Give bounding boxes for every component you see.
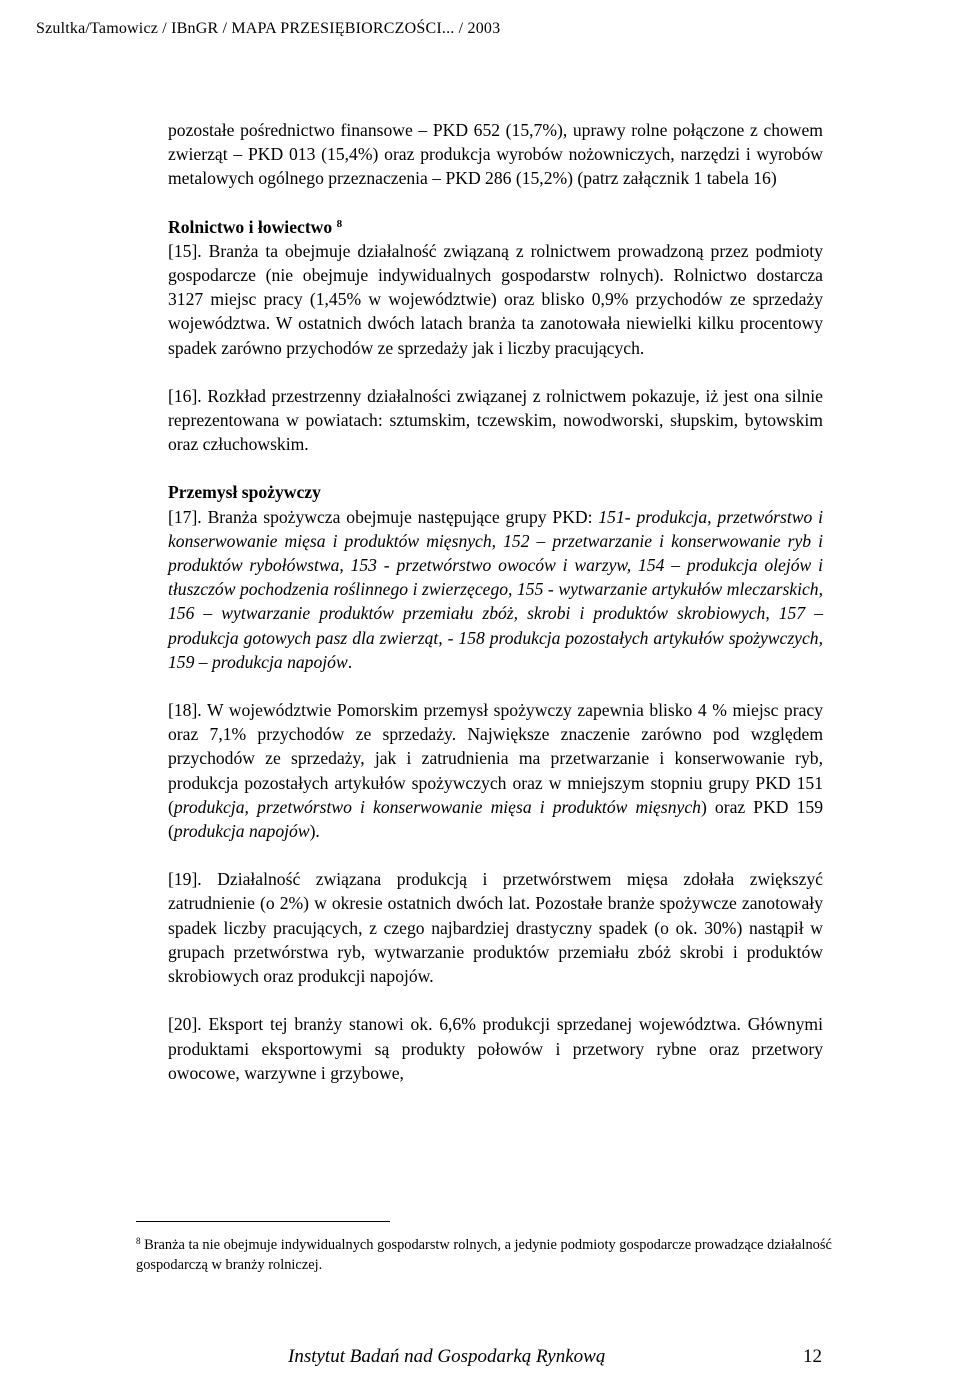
p17-end: .: [347, 651, 353, 672]
section-heading-food-industry: Przemysł spożywczy: [168, 482, 321, 503]
p18-part2: ) oraz PKD 159 (: [168, 796, 823, 842]
footnote-number: 8: [136, 1236, 141, 1246]
paragraph-20: [20]. Eksport tej branży stanowi ok. 6,6% produkcji sprzedanej województwa. Głównymi produktami eksportowymi są produkty połowów i przetwory rybne oraz przetwory owocowe, warzywne i grzybowe,: [168, 1014, 823, 1083]
paragraph-19: [19]. Działalność związana produkcją i przetwórstwem mięsa zdołała zwiększyć zatrudnienie (o 2%) w okresie ostatnich dwóch lat. Pozostałe branże spożywcze zanotowały spadek liczby pracujących, z czego najbardziej drastyczny spadek (o ok. 30%) nastąpił w grupach przetwórstwa ryb, wytwarzanie produktów przemiału zbóż skrobi i produktów skrobiowych oraz produkcji napojów.: [168, 869, 823, 987]
p18-italic1: produkcja, przetwórstwo i konserwowanie mięsa i produktów mięsnych: [173, 796, 701, 817]
p18-part3: ).: [309, 821, 320, 842]
paragraph-15: [15]. Branża ta obejmuje działalność związaną z rolnictwem prowadzoną przez podmioty gospodarcze (nie obejmuje indywidualnych gospodarstw rolnych). Rolnictwo dostarcza 3127 miejsc pracy (1,45% w województwie) oraz blisko 0,9% przychodów ze sprzedaży województwa. W ostatnich dwóch latach branża ta zanotowała niewielki kilku procentowy spadek zarówno przychodów ze sprzedaży jak i liczby pracujących.: [168, 240, 823, 358]
footnote-ref: 8: [336, 217, 343, 230]
section-heading-agriculture: [168, 215, 823, 239]
footnote-separator: [136, 1221, 390, 1222]
p17-pkd-list: 151- produkcja, przetwórstwo i konserwowanie mięsa i produktów mięsnych, 152 – przetwarzanie i konserwowanie ryb i produktów rybołówstwa, 153 - przetwórstwo owoców i warzyw, 154 – produkcja olejów i tłuszczów pochodzenia roślinnego i zwierzęcego, 155 - wytwarzanie artykułów mleczarskich, 156 – wytwarzanie produktów przemiału zbóż, skrobi i produktów skrobiowych, 157 – produkcja gotowych pasz dla zwierząt, - 158 produkcja pozostałych artykułów spożywczych, 159 – produkcja napojów: [168, 506, 824, 672]
paragraph-17: [168, 505, 823, 674]
footnote-text: Branża ta nie obejmuje indywidualnych gospodarstw rolnych, a jedynie podmioty gospodarcze prowadzące działalność gospodarczą w branży rolniczej.: [136, 1237, 832, 1273]
heading-text: Rolnictwo i łowiectwo: [168, 216, 333, 237]
page-number: 12: [803, 1346, 822, 1367]
footer-institution: Instytut Badań nad Gospodarką Rynkową: [288, 1346, 606, 1367]
running-header: Szultka/Tamowicz / IBnGR / MAPA PRZESIĘBIORCZOŚCI... / 2003: [36, 20, 501, 37]
paragraph-18: [168, 698, 823, 843]
intro-paragraph: pozostałe pośrednictwo finansowe – PKD 652 (15,7%), uprawy rolne połączone z chowem zwierząt – PKD 013 (15,4%) oraz produkcja wyrobów nożowniczych, narzędzi i wyrobów metalowych ogólnego przeznaczenia – PKD 286 (15,2%) (patrz załącznik 1 tabela 16): [168, 120, 823, 189]
footnote: [136, 1235, 836, 1275]
p18-part1: [18]. W województwie Pomorskim przemysł spożywczy zapewnia blisko 4 % miejsc pracy oraz 7,1% przychodów ze sprzedaży. Największe znaczenie zarówno pod względem przychodów ze sprzedaży, jak i zatrudnienia ma przetwarzanie i konserwowanie ryb, produkcja pozostałych artykułów spożywczych oraz w mniejszym stopniu grupy PKD 151 (: [168, 700, 823, 817]
page-body: [168, 118, 823, 1085]
p18-italic2: produkcja napojów: [173, 821, 310, 842]
p17-lead: [17]. Branża spożywcza obejmuje następujące grupy PKD:: [168, 506, 599, 527]
paragraph-16: [16]. Rozkład przestrzenny działalności związanej z rolnictwem pokazuje, iż jest ona silnie reprezentowana w powiatach: sztumskim, tczewskim, nowodworski, słupskim, bytowskim oraz człuchowskim.: [168, 385, 823, 455]
